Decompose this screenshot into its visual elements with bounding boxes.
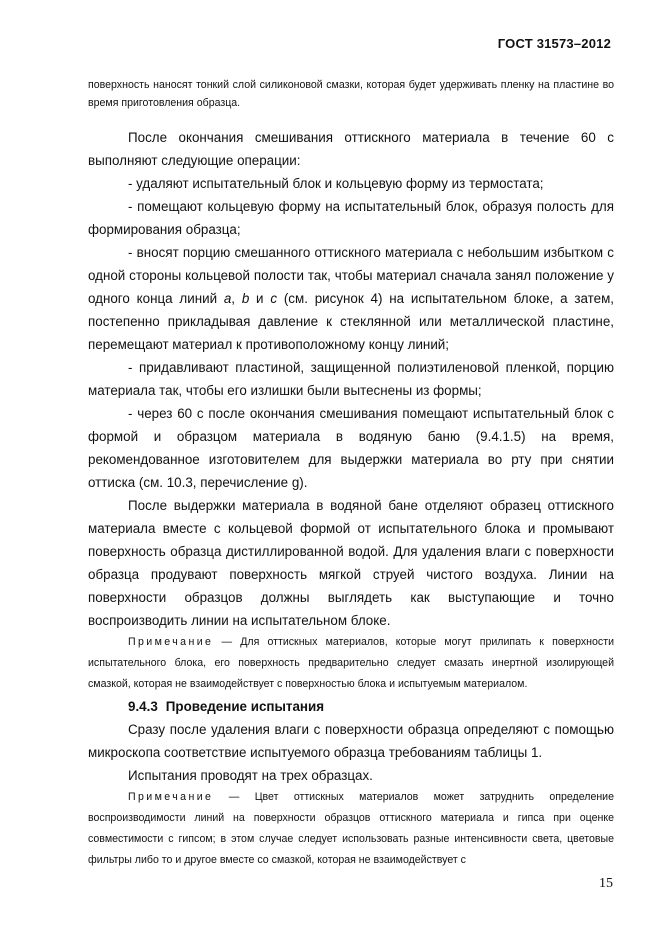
section-heading: [88, 695, 614, 718]
section-number: 9.4.3: [128, 699, 158, 714]
note-label: Примечание: [128, 636, 214, 648]
paragraph-samples: Испытания проводят на трех образцах.: [128, 768, 373, 783]
paragraph-continuation: поверхность наносят тонкий слой силиконовой смазки, которая будет удерживать пленку на пластине во время приготовления образца.: [88, 79, 614, 109]
list-item: - удаляют испытательный блок и кольцевую форму из термостата;: [128, 176, 544, 191]
line-label-c: c: [270, 291, 278, 306]
separator: ,: [231, 291, 242, 306]
note-text: — Для оттискных материалов, которые могут прилипать к поверхности испытательного блока, его поверхность предварительно следует смазать инертной изолирующей смазкой, которая не взаимодействует с поверхностью блока и испытуемым материалом.: [88, 636, 614, 690]
list-item: - помещают кольцевую форму на испытательный блок, образуя полость для формирования образца;: [88, 199, 614, 237]
list-item: - через 60 с после окончания смешивания помещают испытательный блок с формой и образцом материала в водяную баню (9.4.1.5) на время, рекомендованное изготовителем для выдержки материала во рту при снятии оттиска (см. 10.3, перечисление g).: [88, 406, 614, 490]
section-title: Проведение испытания: [165, 699, 325, 714]
paragraph-test: Сразу после удаления влаги с поверхности образца определяют с помощью микроскопа соответствие испытуемого образца требованиям таблицы 1.: [88, 722, 614, 760]
line-label-a: a: [223, 291, 232, 306]
page-body: [88, 76, 614, 871]
list-item-text: - вносят порцию смешанного оттискного материала с небольшим избытком с одной стороны кольцевой полости так, чтобы материал сначала занял положение у одного конца линий: [88, 245, 614, 306]
note: [88, 632, 614, 695]
list-item: [88, 241, 614, 356]
paragraph-water-bath: После выдержки материала в водяной бане отделяют образец оттискного материала вместе с кольцевой формой от испытательного блока и промывают поверхность образца дистиллированной водой. Для удаления влаги с поверхности образца продувают поверхность мягкой струей чистого воздуха. Линии на поверхности образцов должны выглядеть как выступающие и точно воспроизводить линии на испытательном блоке.: [88, 498, 614, 628]
document-code: ГОСТ 31573–2012: [497, 36, 611, 51]
list-item: - придавливают пластиной, защищенной полиэтиленовой пленкой, порцию материала так, чтобы его излишки были вытеснены из формы;: [88, 360, 614, 398]
paragraph-mixing: После окончания смешивания оттискного материала в течение 60 с выполняют следующие операции:: [88, 130, 614, 168]
list-item-text: (см. рисунок 4) на испытательном блоке, а затем, постепенно прикладывая давление к стеклянной или металлической пластине, перемещают материал к противоположному концу линий;: [88, 291, 614, 352]
note: [88, 787, 614, 871]
conjunction: и: [249, 291, 271, 306]
note-label: Примечание: [128, 791, 214, 803]
note-text: — Цвет оттискных материалов может затруднить определение воспроизводимости линий на поверхности образцов оттискного материала и гипса при оценке совместимости с гипсом; в этом случае следует использовать разные интенсивности света, цветовые фильтры либо то и другое вместе со смазкой, которая не взаимодействует с: [88, 791, 614, 866]
page-number: 15: [599, 876, 613, 891]
line-label-b: b: [241, 291, 250, 306]
